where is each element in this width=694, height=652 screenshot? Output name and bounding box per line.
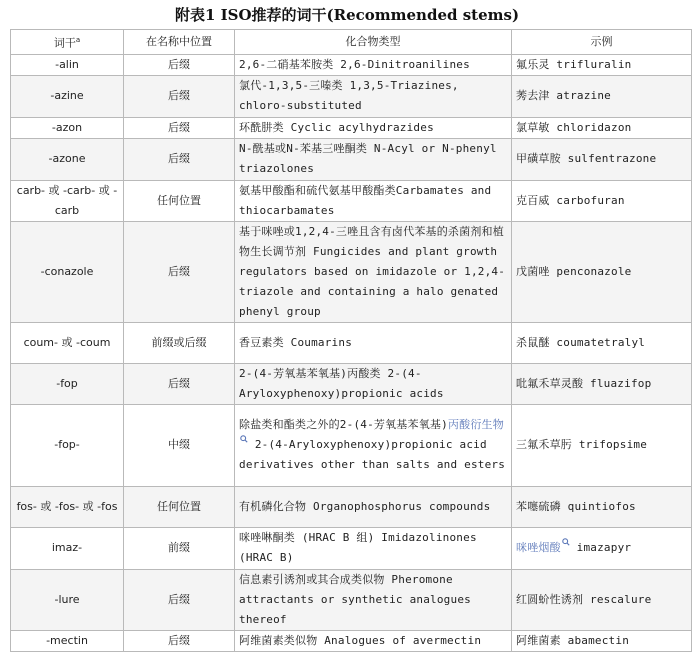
table-title: 附表1 ISO推荐的词干(Recommended stems) — [174, 6, 520, 24]
cell-class: 氨基甲酸酯和硫代氨基甲酸酯类Carbamates and thiocarbamates — [235, 180, 512, 221]
cell-stem: -azine — [11, 75, 124, 117]
cell-stem: carb- 或 -carb- 或 -carb — [11, 180, 124, 221]
table-row — [11, 404, 692, 486]
header-example: 示例 — [512, 30, 692, 55]
cell-position: 后缀 — [124, 117, 235, 138]
cell-position: 任何位置 — [124, 180, 235, 221]
cell-position: 后缀 — [124, 75, 235, 117]
search-icon[interactable] — [240, 435, 248, 443]
cell-class: 环酰肼类 Cyclic acylhydrazides — [235, 117, 512, 138]
cell-position: 任何位置 — [124, 486, 235, 527]
stems-table — [10, 29, 692, 652]
cell-position: 中缀 — [124, 404, 235, 486]
cell-class: 信息素引诱剂或其合成类似物 Pheromone attractants or synthetic analogues thereof — [235, 569, 512, 630]
table-row — [11, 630, 692, 651]
cell-position: 后缀 — [124, 569, 235, 630]
cell-class: 除盐类和酯类之外的2-(4-芳氧基苯氧基)丙酸衍生物 2-(4-Aryloxyphenoxy)propionic acid derivatives other than salts and esters — [235, 404, 512, 486]
baike-link[interactable]: 丙酸衍生物 — [447, 418, 504, 432]
cell-example: 三氟禾草肟 trifopsime — [512, 404, 692, 486]
cell-stem: -azon — [11, 117, 124, 138]
cell-stem: -azone — [11, 138, 124, 180]
table-row — [11, 117, 692, 138]
cell-class: 有机磷化合物 Organophosphorus compounds — [235, 486, 512, 527]
cell-stem: -mectin — [11, 630, 124, 651]
cell-class: 2,6-二硝基苯胺类 2,6-Dinitroanilines — [235, 54, 512, 75]
cell-class: 基于咪唑或1,2,4-三唑且含有卤代苯基的杀菌剂和植物生长调节剂 Fungicides and plant growth regulators based on imidazole or 1,2,4-triazole and containing a halo genated phenyl group — [235, 221, 512, 322]
table-row — [11, 486, 692, 527]
footnote-marker: a — [75, 36, 81, 44]
table-header-row — [11, 30, 692, 55]
table-row — [11, 221, 692, 322]
cell-stem: coum- 或 -coum — [11, 322, 124, 363]
cell-example: 阿维菌素 abamectin — [512, 630, 692, 651]
search-icon[interactable] — [562, 538, 570, 546]
table-row — [11, 363, 692, 404]
table-row — [11, 75, 692, 117]
table-row — [11, 138, 692, 180]
cell-example: 杀鼠醚 coumatetralyl — [512, 322, 692, 363]
cell-example: 莠去津 atrazine — [512, 75, 692, 117]
cell-example: 苯噻硫磷 quintiofos — [512, 486, 692, 527]
cell-stem: imaz- — [11, 527, 124, 569]
cell-example: 氯草敏 chloridazon — [512, 117, 692, 138]
cell-position: 后缀 — [124, 630, 235, 651]
cell-example: 咪唑烟酸 imazapyr — [512, 527, 692, 569]
cell-position: 后缀 — [124, 363, 235, 404]
cell-stem: -fop- — [11, 404, 124, 486]
cell-position: 前缀 — [124, 527, 235, 569]
baike-link[interactable]: 咪唑烟酸 — [516, 541, 561, 555]
cell-example: 甲磺草胺 sulfentrazone — [512, 138, 692, 180]
cell-stem: -lure — [11, 569, 124, 630]
cell-stem: fos- 或 -fos- 或 -fos — [11, 486, 124, 527]
cell-example: 吡氟禾草灵酸 fluazifop — [512, 363, 692, 404]
cell-position: 后缀 — [124, 221, 235, 322]
cell-example: 戊菌唑 penconazole — [512, 221, 692, 322]
cell-class: 咪唑啉酮类 (HRAC B 组) Imidazolinones (HRAC B) — [235, 527, 512, 569]
table-row — [11, 527, 692, 569]
table-row — [11, 180, 692, 221]
cell-class: 香豆素类 Coumarins — [235, 322, 512, 363]
cell-example: 红圆蚧性诱剂 rescalure — [512, 569, 692, 630]
cell-position: 后缀 — [124, 138, 235, 180]
cell-example: 克百威 carbofuran — [512, 180, 692, 221]
cell-position: 前缀或后缀 — [124, 322, 235, 363]
table-row — [11, 322, 692, 363]
cell-class: N-酰基或N-苯基三唑酮类 N-Acyl or N-phenyl triazolones — [235, 138, 512, 180]
cell-example: 氟乐灵 trifluralin — [512, 54, 692, 75]
header-class: 化合物类型 — [235, 30, 512, 55]
cell-position: 后缀 — [124, 54, 235, 75]
cell-stem: -fop — [11, 363, 124, 404]
header-stem: 词干$^a$ — [11, 30, 124, 55]
cell-stem: -conazole — [11, 221, 124, 322]
header-position: 在名称中位置 — [124, 30, 235, 55]
table-row — [11, 54, 692, 75]
cell-stem: -alin — [11, 54, 124, 75]
cell-class: 氯代-1,3,5-三嗪类 1,3,5-Triazines, chloro-substituted — [235, 75, 512, 117]
table-row — [11, 569, 692, 630]
cell-class: 阿维菌素类似物 Analogues of avermectin — [235, 630, 512, 651]
cell-class: 2-(4-芳氧基苯氧基)丙酸类 2-(4-Aryloxyphenoxy)propionic acids — [235, 363, 512, 404]
